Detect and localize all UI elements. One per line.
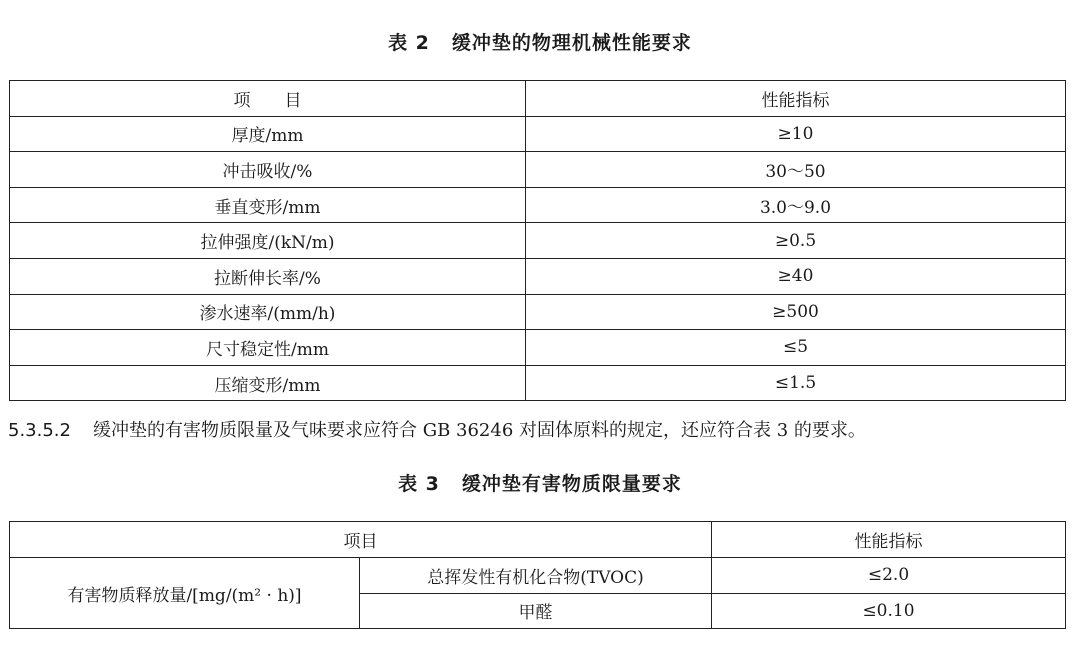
row-item: 渗水速率/(mm/h) xyxy=(10,294,526,330)
table-2-caption xyxy=(0,28,1080,55)
clause-5-3-5-2 xyxy=(8,416,1074,442)
clause-text: 缓冲垫的有害物质限量及气味要求应符合 GB 36246 对固体原料的规定，还应符合表 3 的要求。 xyxy=(92,420,866,441)
row-value: 30～50 xyxy=(526,152,1066,188)
row-item: 拉断伸长率/% xyxy=(10,258,526,294)
row-item: 拉伸强度/(kN/m) xyxy=(10,223,526,259)
table-row xyxy=(10,152,1066,188)
header-item: 项 目 xyxy=(10,81,526,117)
table-row xyxy=(10,116,1066,152)
table-2-number: 表 2 xyxy=(388,32,430,54)
row-substance: 甲醛 xyxy=(360,593,712,629)
row-value: ≥40 xyxy=(526,258,1066,294)
row-item: 垂直变形/mm xyxy=(10,187,526,223)
row-item: 冲击吸收/% xyxy=(10,152,526,188)
table-2-title: 缓冲垫的物理机械性能要求 xyxy=(451,32,692,54)
table-header-row xyxy=(10,522,1066,558)
header-value: 性能指标 xyxy=(712,522,1066,558)
row-value: ≤0.10 xyxy=(712,593,1066,629)
table-3 xyxy=(9,521,1066,629)
table-2 xyxy=(9,80,1066,401)
row-value: ≥500 xyxy=(526,294,1066,330)
row-substance: 总挥发性有机化合物(TVOC) xyxy=(360,557,712,593)
table-row xyxy=(10,187,1066,223)
row-value: 3.0～9.0 xyxy=(526,187,1066,223)
table-header-row xyxy=(10,81,1066,117)
table-3-number: 表 3 xyxy=(398,473,440,495)
row-item: 压缩变形/mm xyxy=(10,365,526,401)
table-3-title: 缓冲垫有害物质限量要求 xyxy=(461,473,682,495)
table-row xyxy=(10,365,1066,401)
row-value: ≤5 xyxy=(526,330,1066,366)
table-row xyxy=(10,258,1066,294)
row-value: ≤2.0 xyxy=(712,557,1066,593)
row-item: 厚度/mm xyxy=(10,116,526,152)
group-label: 有害物质释放量/[mg/(m² · h)] xyxy=(10,557,360,629)
table-row xyxy=(10,557,1066,593)
table-row xyxy=(10,223,1066,259)
clause-number: 5.3.5.2 xyxy=(8,420,71,441)
table-3-caption xyxy=(0,469,1080,496)
row-item: 尺寸稳定性/mm xyxy=(10,330,526,366)
row-value: ≥10 xyxy=(526,116,1066,152)
header-value: 性能指标 xyxy=(526,81,1066,117)
row-value: ≤1.5 xyxy=(526,365,1066,401)
header-item: 项目 xyxy=(10,522,712,558)
table-row xyxy=(10,294,1066,330)
table-row xyxy=(10,330,1066,366)
row-value: ≥0.5 xyxy=(526,223,1066,259)
